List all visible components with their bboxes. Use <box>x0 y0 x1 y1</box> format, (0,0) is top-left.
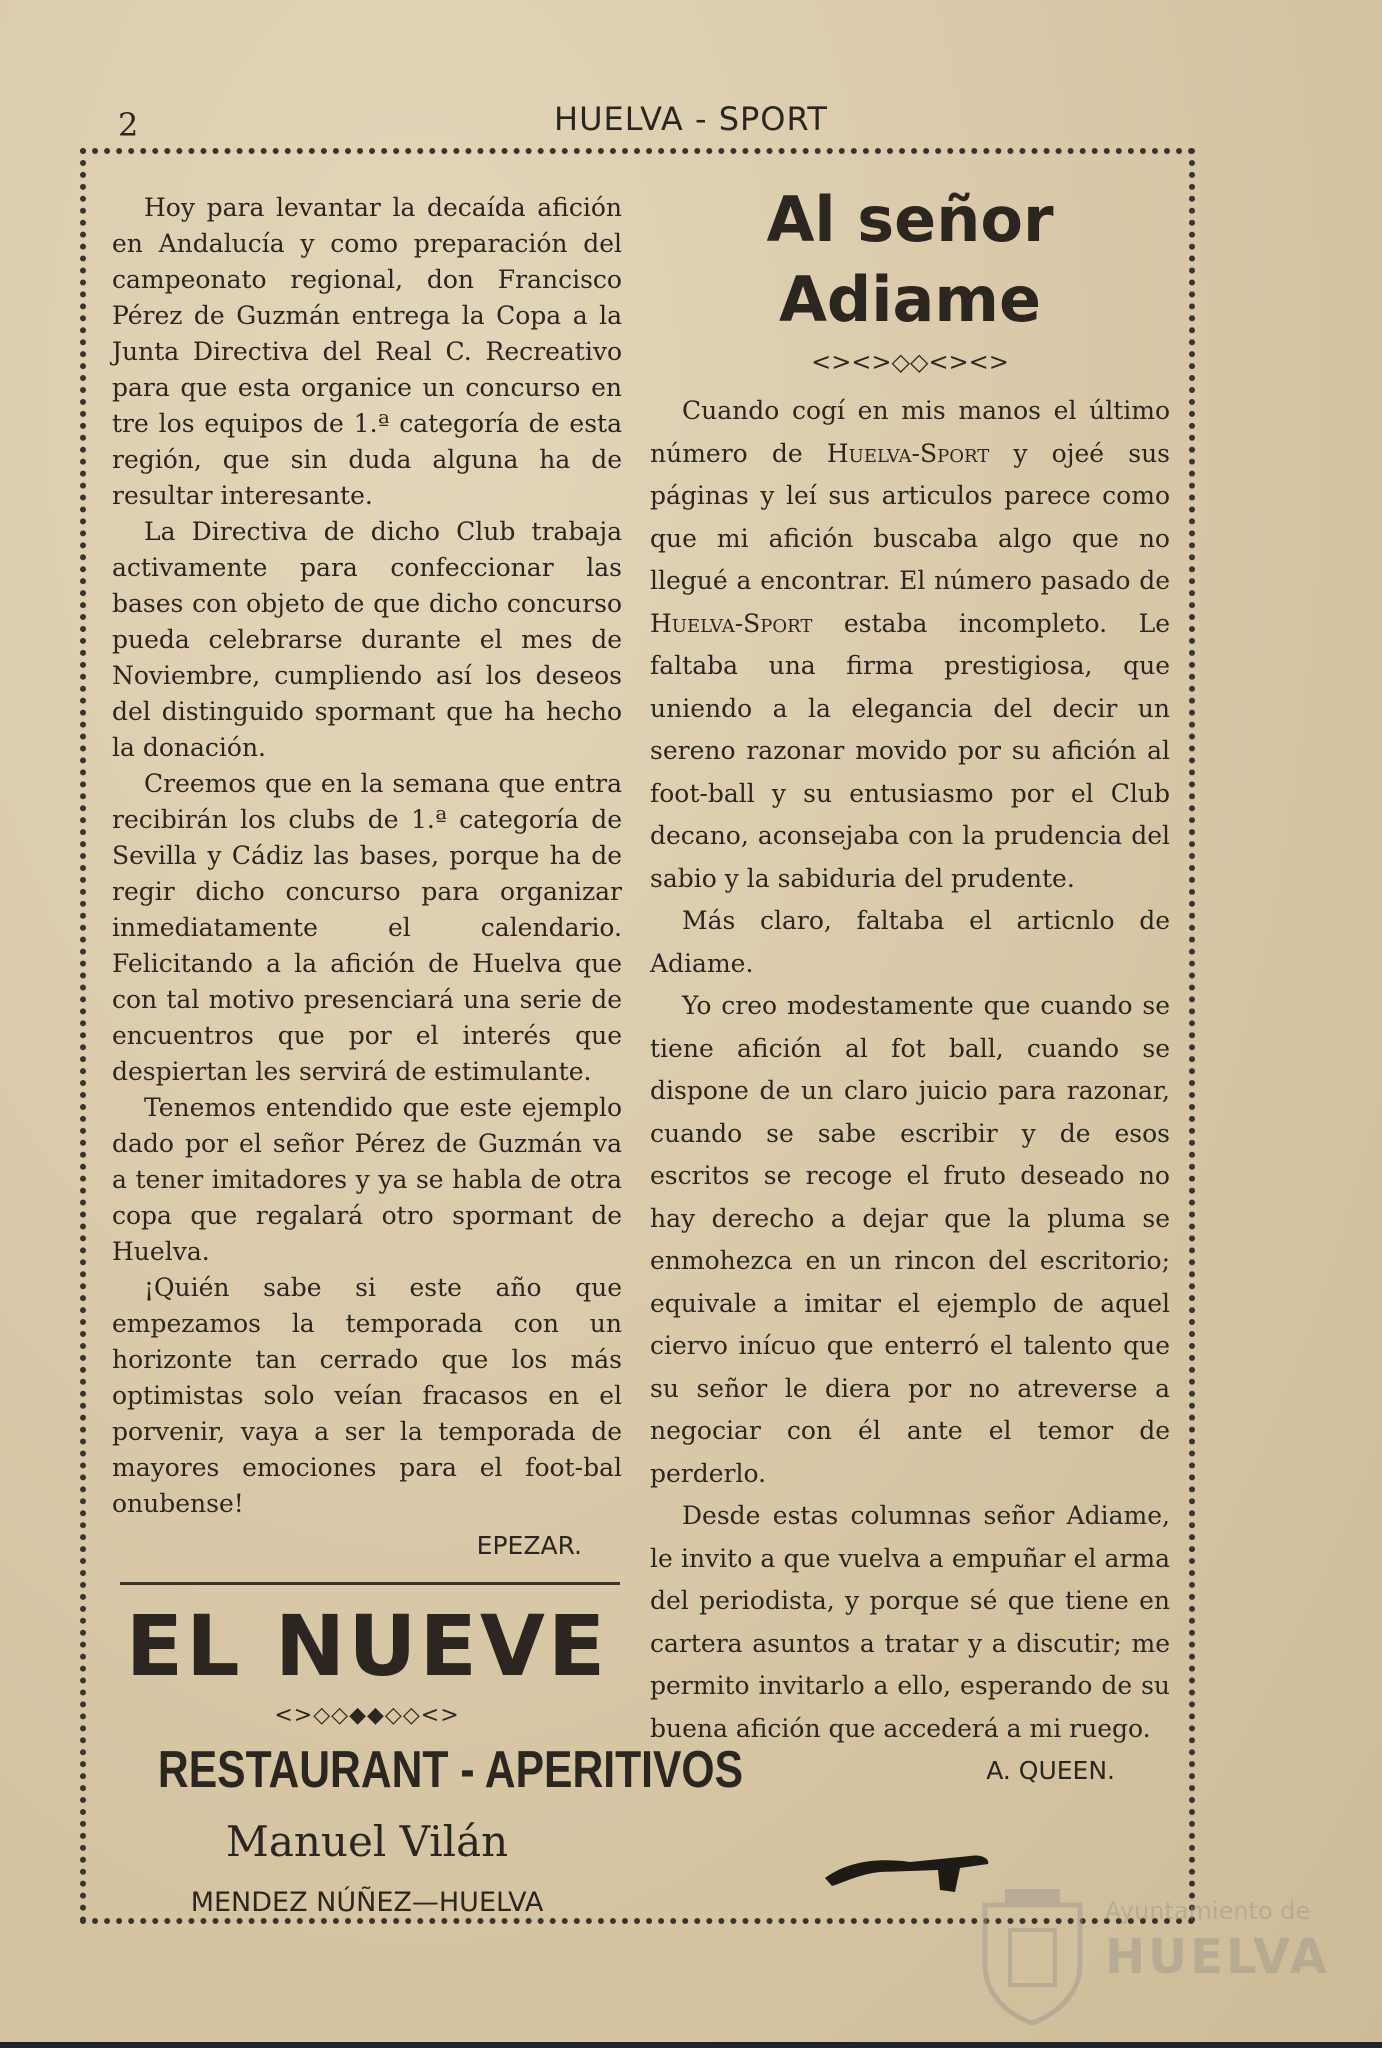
right-column <box>650 180 1170 1792</box>
left-article-signature: EPEZAR. <box>476 1531 582 1560</box>
coat-of-arms-icon <box>975 1885 1090 2025</box>
left-article <box>112 190 622 1564</box>
right-article-title: Al señor Adiame <box>766 183 1054 336</box>
page-header <box>0 100 1382 144</box>
restaurant-advertisement <box>112 1591 744 1931</box>
left-article-paragraph-4: Tenemos entendido que este ejemplo dado por el señor Pérez de Guzmán va a tener imitadores y ya se habla de otra copa que regalará otro spormant de Huelva. <box>112 1093 622 1266</box>
municipal-watermark <box>975 1885 1330 2025</box>
right-article-paragraph-1 <box>650 390 1170 900</box>
section-divider <box>120 1582 620 1585</box>
publication-name: Huelva-Sport <box>826 438 990 468</box>
ad-owner-name: Manuel Vilán <box>225 1817 509 1866</box>
watermark-line-1: Ayuntamiento de <box>1105 1897 1311 1925</box>
ad-address: MENDEZ NÚÑEZ—HUELVA <box>190 1887 544 1918</box>
left-article-paragraph-1: Hoy para levantar la decaída afición en Andalucía y como preparación del campeonato regional, don Francisco Pérez de Guzmán entrega la Copa a la Junta Directiva del Real C. Recreativo para que esta organice un concurso en tre los equipos de 1.ª categoría de esta región, que sin duda alguna ha de resultar interesante. <box>112 193 622 510</box>
ad-title: EL NUEVE <box>125 1597 609 1695</box>
left-article-paragraph-2: La Directiva de dicho Club trabaja activamente para confeccionar las bases con objeto de que dicho concurso pueda celebrarse durante el mes de Noviembre, cumpliendo así los deseos del distinguido spormant que ha hecho la donación. <box>112 517 622 762</box>
right-article-paragraph-2: Más claro, faltaba el articnlo de Adiame. <box>650 906 1170 978</box>
paragraph-text: Cuando cogí en mis manos el último número de <box>650 396 1170 468</box>
ad-ornament-icon: <>◇◇◆◆◇◇<> <box>274 1703 460 1728</box>
publication-name: Huelva-Sport <box>650 608 813 638</box>
right-article-paragraph-3: Yo creo modestamente que cuando se tiene afición al fot ball, cuando se dispone de un claro juicio para razonar, cuando se sabe escribir y de esos escritos se recoge el fruto deseado no hay derecho a dejar que la pluma se enmohezca en un rincon del escritorio; equivale a imitar el ejemplo de aquel ciervo inícuo que enterró el talento que su señor le diera por no atreverse a negociar con él ante el temor de perderlo. <box>650 991 1170 1488</box>
left-article-paragraph-3: Creemos que en la semana que entra recibirán los clubs de 1.ª categoría de Sevilla y Cádiz las bases, porque ha de regir dicho concurso para organizar inmediatamente el calendario. Felicitando a la afición de Huelva que con tal motivo presenciará una serie de encuentros que por el interés que despiertan les servirá de estimulante. <box>112 769 622 1086</box>
paragraph-text: y ojeé sus páginas y leí sus articulos parece como que mi afición buscaba algo que no llegué a encontrar. El número pasado de <box>650 438 1170 595</box>
title-ornament-icon: <><>◇◇<><> <box>811 348 1009 376</box>
page-number: 2 <box>118 106 139 144</box>
decorative-flourish-icon <box>820 1840 1000 1900</box>
scan-edge <box>0 2042 1382 2048</box>
paragraph-text: estaba incompleto. Le faltaba una firma prestigiosa, que uniendo a la elegancia del decir un sereno razonar movido por su afición al foot-ball y su entusiasmo por el Club decano, aconsejaba con la prudencia del sabio y la sabiduria del prudente. <box>650 608 1170 893</box>
watermark-line-2: HUELVA <box>1105 1929 1330 1985</box>
running-title: HUELVA - SPORT <box>554 100 828 138</box>
right-article-paragraph-4: Desde estas columnas señor Adiame, le invito a que vuelva a empuñar el arma del periodista, y porque sé que tiene en cartera asuntos a tratar y a discutir; me permito invitarlo a ello, esperando de su buena afición que accederá a mi ruego. <box>650 1501 1170 1743</box>
right-article-signature: A. QUEEN. <box>986 1756 1115 1785</box>
left-article-paragraph-5: ¡Quién sabe si este año que empezamos la temporada con un horizonte tan cerrado que los más optimistas solo veían fracasos en el porvenir, vaya a ser la temporada de mayores emociones para el foot-bal onubense! <box>112 1273 622 1518</box>
ad-subtitle: RESTAURANT - APERITIVOS <box>157 1741 744 1799</box>
